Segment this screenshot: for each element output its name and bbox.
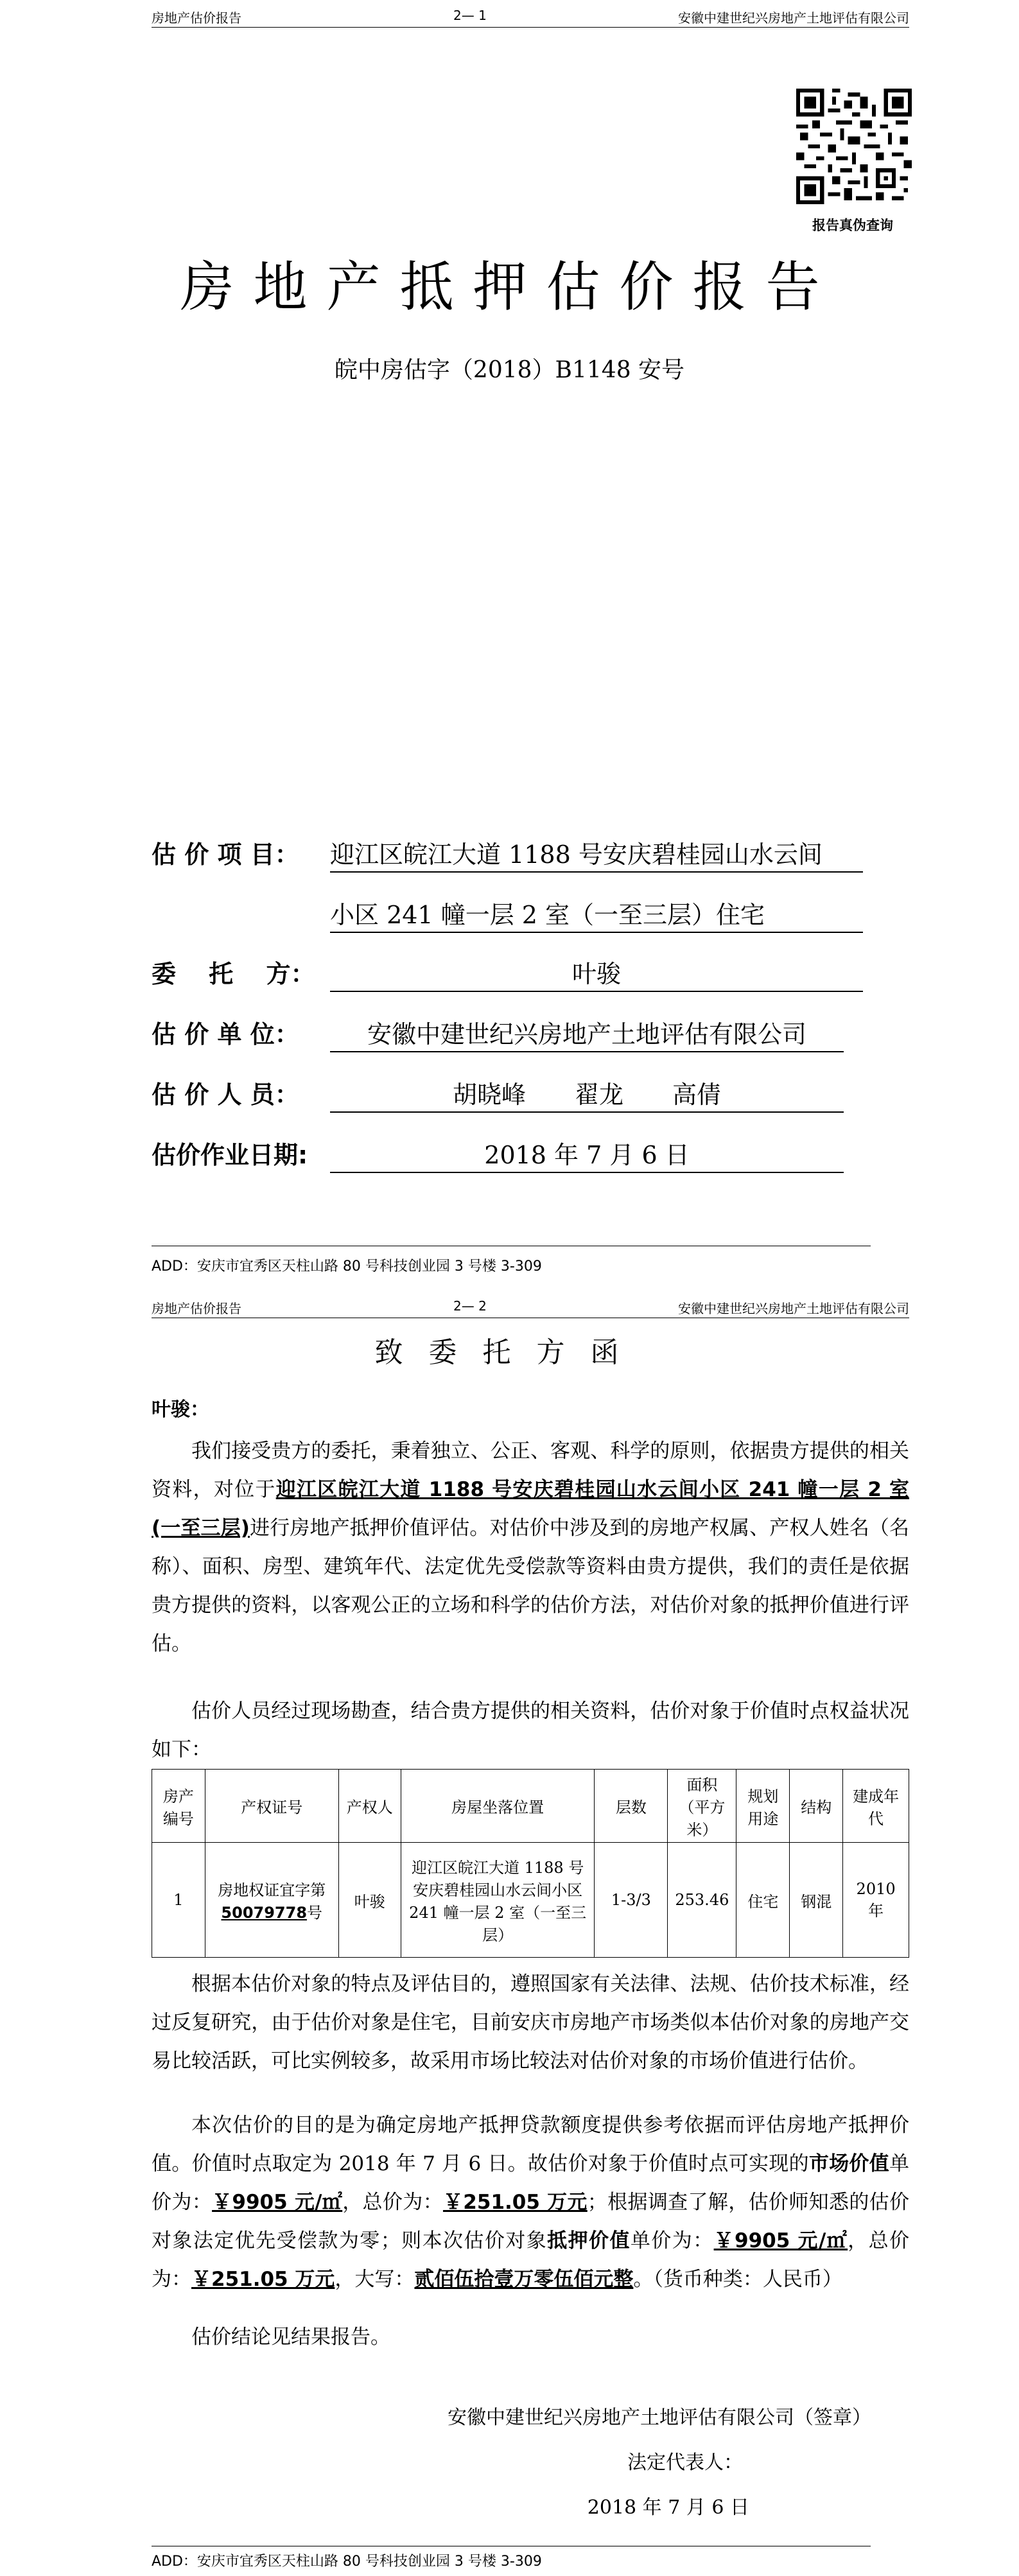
footer-address: ADD：安庆市宜秀区天柱山路 80 号科技创业园 3 号楼 3-309 [152, 1258, 542, 1275]
header-right: 安徽中建世纪兴房地产土地评估有限公司 [678, 10, 909, 26]
field-value: 胡晓峰 翟龙 高倩 [330, 1075, 844, 1113]
field-work-date [152, 1135, 922, 1196]
paragraph-1 [152, 1432, 909, 1663]
field-label: 估价作业日期: [152, 1141, 308, 1169]
cover-info [152, 835, 922, 1196]
th-no: 房产编号 [152, 1770, 205, 1843]
p1-text-a: 我们接受贵方的委托，秉着独立、公正、客观、科学的原则，依据贵方提供的相关资料，对位于 [152, 1440, 909, 1501]
property-table [152, 1769, 909, 1958]
cell-cert [205, 1843, 338, 1958]
market-unit-price: ￥9905 元/㎡ [212, 2191, 343, 2214]
mortgage-value-label: 抵押价值 [547, 2229, 631, 2252]
table-row [152, 1843, 909, 1958]
field-value: 叶骏 [330, 954, 863, 992]
cell-structure: 钢混 [790, 1843, 843, 1958]
legal-representative: 法定代表人： [627, 2451, 743, 2474]
cell-year: 2010 年 [843, 1843, 909, 1958]
table-header-row [152, 1770, 909, 1843]
th-location: 房屋坐落位置 [401, 1770, 595, 1843]
paragraph-3: 根据本估价对象的特点及评估目的，遵照国家有关法律、法规、估价技术标准，经过反复研究，由于估价对象是住宅，目前安庆市房地产市场类似本估价对象的房地产交易比较活跃，可比实例较多，故采用市场比较法对估价对象的市场价值进行估价。 [152, 1972, 909, 2073]
paragraph-2: 估价人员经过现场勘查，结合贵方提供的相关资料，估价对象于价值时点权益状况如下： [152, 1700, 909, 1761]
th-floors: 层数 [595, 1770, 668, 1843]
mortgage-total-price: ￥251.05 万元 [191, 2268, 335, 2291]
p4-text-d: ，总价为： [342, 2191, 443, 2214]
qr-caption: 报告真伪查询 [812, 218, 893, 233]
paragraph-4 [152, 2106, 909, 2299]
qr-code-icon[interactable] [796, 89, 912, 204]
field-label: 估 价 项 目： [152, 840, 299, 869]
header-right: 安徽中建世纪兴房地产土地评估有限公司 [678, 1301, 909, 1316]
cell-no: 1 [152, 1843, 205, 1958]
p4-text-j: 。（货币种类：人民币） [633, 2268, 842, 2291]
field-appraiser-org [152, 1014, 922, 1075]
cell-location: 迎江区皖江大道 1188 号安庆碧桂园山水云间小区 241 幢一层 2 室（一至三层） [401, 1843, 595, 1958]
p1-text-c: 进行房地产抵押价值评估。对估价中涉及到的房地产权属、产权人姓名（名称）、面积、房型、建筑年代、法定优先受偿款等资料由贵方提供，我们的责任是依据贵方提供的资料，以客观公正的立场和科学的估价方法，对估价对象的抵押价值进行评估。 [152, 1517, 909, 1655]
field-appraisers [152, 1075, 922, 1135]
field-value: 安徽中建世纪兴房地产土地评估有限公司 [330, 1014, 844, 1052]
field-project [152, 835, 922, 954]
cert-prefix: 房地权证宜字第 [218, 1881, 326, 1899]
th-owner: 产权人 [338, 1770, 401, 1843]
footer-address: ADD：安庆市宜秀区天柱山路 80 号科技创业园 3 号楼 3-309 [152, 2554, 542, 2570]
th-use: 规划用途 [736, 1770, 790, 1843]
th-structure: 结构 [790, 1770, 843, 1843]
mortgage-unit-price: ￥9905 元/㎡ [713, 2229, 848, 2252]
cell-use: 住宅 [736, 1843, 790, 1958]
header-page-number: 2— 2 [453, 1298, 487, 1314]
salutation: 叶骏： [152, 1398, 209, 1421]
th-year: 建成年代 [843, 1770, 909, 1843]
field-value: 2018 年 7 月 6 日 [330, 1135, 844, 1173]
field-value-line2: 小区 241 幢一层 2 室（一至三层）住宅 [330, 895, 863, 933]
report-title: 房地产抵押估价报告 [180, 256, 839, 318]
signer: 安徽中建世纪兴房地产土地评估有限公司（签章） [448, 2406, 871, 2429]
header-left: 房地产估价报告 [152, 1301, 241, 1316]
letter-title: 致委托方函 [374, 1336, 645, 1369]
th-cert: 产权证号 [205, 1770, 338, 1843]
cert-suffix: 号 [307, 1904, 323, 1922]
total-price-uppercase: 贰佰伍拾壹万零伍佰元整 [414, 2268, 634, 2291]
cell-floors: 1-3/3 [595, 1843, 668, 1958]
field-label: 估 价 单 位： [152, 1020, 299, 1049]
p4-text-a: 本次估价的目的是为确定房地产抵押贷款额度提供参考依据而评估房地产抵押价值。价值时点取定为 2018 年 7 月 6 日。故估价对象于价值时点可实现的 [152, 2114, 909, 2175]
page-header [152, 1296, 909, 1318]
paragraph-5: 估价结论见结果报告。 [191, 2326, 390, 2349]
field-value: 迎江区皖江大道 1188 号安庆碧桂园山水云间 [330, 835, 863, 873]
property-address: 迎江区皖江大道 1188 号安庆碧桂园山水云间小区 241 幢一层 2 室(一至三层) [152, 1478, 910, 1540]
market-total-price: ￥251.05 万元 [442, 2191, 588, 2214]
header-page-number: 2— 1 [453, 8, 487, 23]
market-value-label: 市场价值 [808, 2152, 889, 2175]
cell-owner: 叶骏 [338, 1843, 401, 1958]
p4-text-c: 单价为： [152, 2152, 909, 2214]
p4-text-i: ，大写： [335, 2268, 415, 2291]
page-header [152, 5, 909, 28]
field-label: 估 价 人 员： [152, 1081, 299, 1109]
th-area: 面积（平方米） [668, 1770, 736, 1843]
field-client [152, 954, 922, 1014]
p4-text-h: ，总价为： [152, 2229, 909, 2291]
report-number: 皖中房估字（2018）B1148 安号 [334, 357, 685, 383]
cert-number: 50079778 [221, 1904, 308, 1922]
cell-area: 253.46 [668, 1843, 736, 1958]
signature-date: 2018 年 7 月 6 日 [587, 2496, 749, 2519]
field-label: 委 托 方： [152, 960, 315, 988]
p4-text-e: ；根据调查了解，估价师知悉的估价对象法定优先受偿款为零；则本次估价对象 [152, 2191, 910, 2252]
letter-page [0, 1291, 1019, 2576]
p4-text-g: 单价为： [630, 2229, 714, 2252]
header-left: 房地产估价报告 [152, 10, 241, 26]
